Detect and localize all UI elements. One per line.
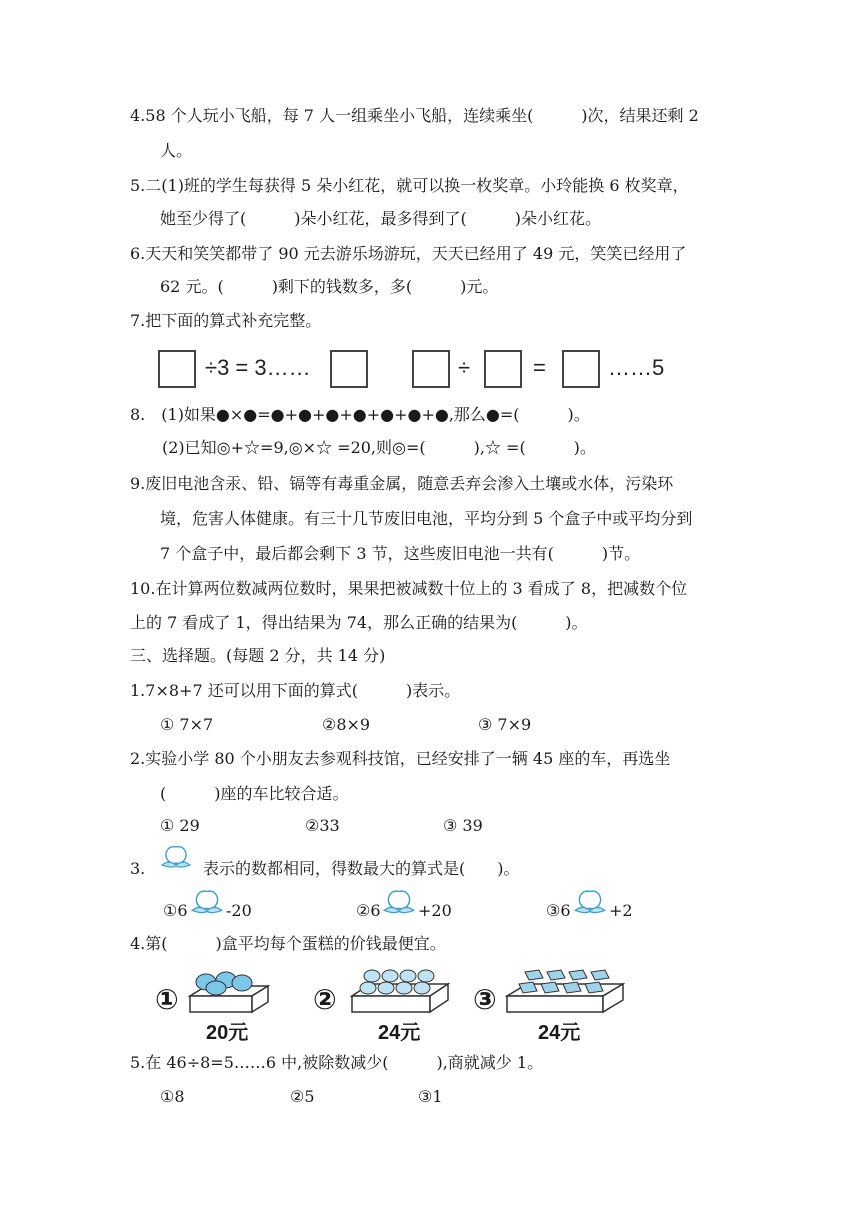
choice-q1-option3[interactable]: ③ 7×9: [478, 715, 532, 734]
blank-box-5[interactable]: [562, 350, 600, 388]
choice-q1-option2[interactable]: ②8×9: [322, 715, 371, 734]
q6-line1: 6.天天和笑笑都带了 90 元去游乐场游玩，天天已经用了 49 元，笑笑已经用了: [130, 244, 687, 263]
cake-box-1-price: 20元: [206, 1022, 249, 1044]
q6-line2: 62 元。( )剩下的钱数多，多( )元。: [160, 277, 499, 296]
section-3-heading: 三、选择题。(每题 2 分，共 14 分): [130, 646, 386, 665]
cake-box-2-icon: [350, 964, 450, 1016]
choice-q3-option2-prefix[interactable]: ②6: [356, 901, 381, 920]
equation-equals-sign: =: [533, 355, 546, 380]
choice-q3-number: 3.: [130, 859, 146, 878]
choice-q5: 5.在 46÷8=5……6 中,被除数减少( ),商就减少 1。: [130, 1053, 544, 1072]
q9-line1: 9.废旧电池含汞、铅、镉等有毒重金属，随意丢弃会渗入土壤或水体，污染环: [130, 474, 674, 493]
choice-q2-option1[interactable]: ① 29: [160, 816, 200, 835]
peach-icon: [571, 887, 609, 917]
q5-line1: 5.二(1)班的学生每获得 5 朵小红花，就可以换一枚奖章。小玲能换 6 枚奖章，: [130, 176, 689, 195]
cake-option-3-label[interactable]: ③: [473, 983, 497, 1016]
choice-q1-option1[interactable]: ① 7×7: [160, 715, 214, 734]
peach-icon: [380, 887, 418, 917]
choice-q3-option1-prefix[interactable]: ①6: [163, 901, 188, 920]
equation-remainder: ……5: [608, 355, 665, 380]
choice-q2-option3[interactable]: ③ 39: [443, 816, 483, 835]
q8-line1: 8. (1)如果●×●=●+●+●+●+●+●+●,那么●=( )。: [130, 405, 590, 424]
blank-box-1[interactable]: [158, 350, 196, 388]
choice-q4: 4.第( )盒平均每个蛋糕的价钱最便宜。: [130, 934, 446, 953]
cake-box-1-icon: [188, 966, 270, 1016]
cake-option-1-label[interactable]: ①: [155, 983, 179, 1016]
q10-line2: 上的 7 看成了 1，得出结果为 74，那么正确的结果为( )。: [130, 613, 588, 632]
equation-part1: ÷3 = 3……: [205, 355, 311, 380]
choice-q3-option1-suffix: -20: [226, 901, 252, 920]
cake-box-3-price: 24元: [538, 1022, 581, 1044]
choice-q5-option2[interactable]: ②5: [290, 1087, 315, 1106]
choice-q3-option3-suffix: +2: [609, 901, 633, 920]
equation-divide-sign: ÷: [458, 355, 471, 380]
q9-line2: 境，危害人体健康。有三十几节废旧电池，平均分到 5 个盒子中或平均分到: [160, 509, 693, 528]
q4-line1: 4.58 个人玩小飞船，每 7 人一组乘坐小飞船，连续乘坐( )次，结果还剩 2: [130, 106, 699, 125]
peach-icon: [188, 887, 226, 917]
choice-q2-line2: ( )座的车比较合适。: [160, 784, 349, 803]
choice-q1: 1.7×8+7 还可以用下面的算式( )表示。: [130, 681, 461, 700]
choice-q5-option1[interactable]: ①8: [160, 1087, 185, 1106]
q5-line2: 她至少得了( )朵小红花，最多得到了( )朵小红花。: [160, 209, 601, 228]
choice-q3-option3-prefix[interactable]: ③6: [546, 901, 571, 920]
cake-box-3-icon: [505, 964, 625, 1016]
cake-box-2-price: 24元: [378, 1022, 421, 1044]
q9-line3: 7 个盒子中，最后都会剩下 3 节，这些废旧电池一共有( )节。: [160, 544, 641, 563]
choice-q5-option3[interactable]: ③1: [418, 1087, 443, 1106]
q4-line2: 人。: [160, 141, 193, 160]
q8-line2: (2)已知◎+☆=9,◎×☆ =20,则◎=( ),☆ =( )。: [162, 438, 596, 457]
cake-option-2-label[interactable]: ②: [313, 983, 337, 1016]
choice-q3-text: 表示的数都相同，得数最大的算式是( )。: [203, 859, 520, 878]
q7-line: 7.把下面的算式补充完整。: [130, 311, 322, 330]
q10-line1: 10.在计算两位数减两位数时，果果把被减数十位上的 3 看成了 8，把减数个位: [130, 579, 688, 598]
blank-box-4[interactable]: [484, 350, 522, 388]
choice-q2-line1: 2.实验小学 80 个小朋友去参观科技馆，已经安排了一辆 45 座的车，再选坐: [130, 749, 671, 768]
peach-icon: [158, 843, 194, 871]
choice-q3-option2-suffix: +20: [418, 901, 452, 920]
choice-q2-option2[interactable]: ②33: [305, 816, 340, 835]
blank-box-2[interactable]: [330, 350, 368, 388]
blank-box-3[interactable]: [412, 350, 450, 388]
